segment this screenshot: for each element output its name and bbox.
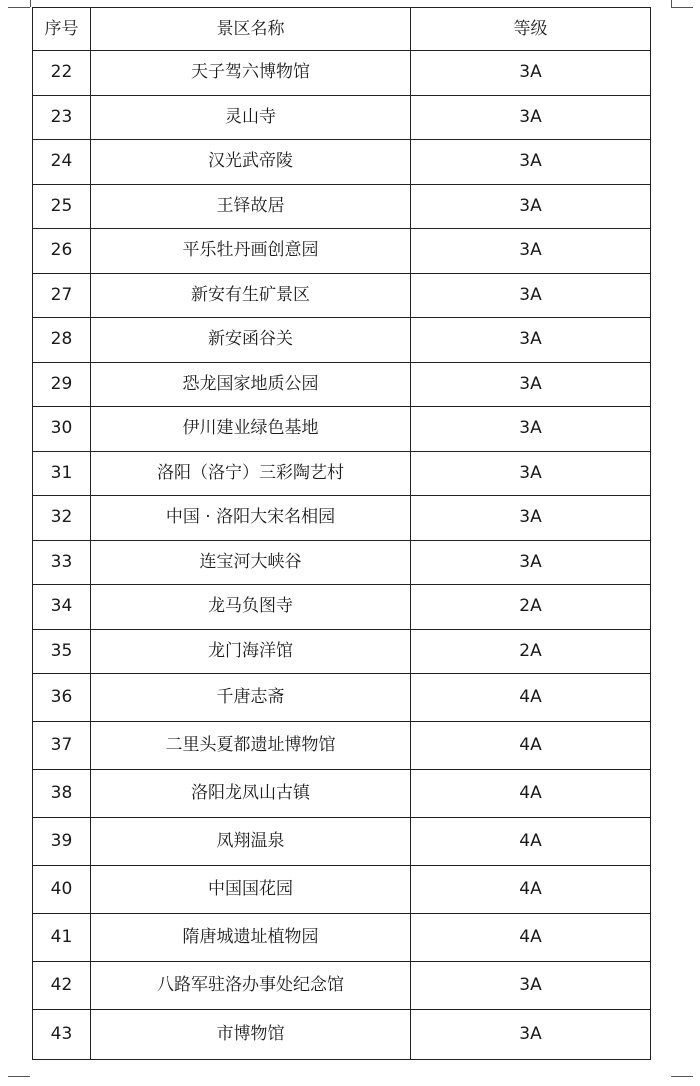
cell-name: 天子驾六博物馆 [91, 51, 411, 96]
cell-name: 洛阳（洛宁）三彩陶艺村 [91, 451, 411, 496]
cell-name: 连宝河大峡谷 [91, 540, 411, 585]
cell-name: 平乐牡丹画创意园 [91, 229, 411, 274]
cell-name: 王铎故居 [91, 184, 411, 229]
cell-index: 30 [33, 407, 91, 452]
cell-grade: 3A [411, 962, 651, 1010]
cell-grade: 4A [411, 674, 651, 722]
cell-index: 29 [33, 362, 91, 407]
cell-name: 凤翔温泉 [91, 818, 411, 866]
crop-mark-bottom-right [671, 1076, 693, 1077]
table-row [33, 229, 651, 274]
table-row [33, 866, 651, 914]
cell-grade: 3A [411, 1010, 651, 1060]
cell-grade: 3A [411, 51, 651, 96]
table-row [33, 140, 651, 185]
table-row [33, 1010, 651, 1060]
crop-mark-bottom-left [8, 1076, 30, 1077]
cell-grade: 3A [411, 362, 651, 407]
cell-name: 隋唐城遗址植物园 [91, 914, 411, 962]
table-row [33, 184, 651, 229]
table-row [33, 95, 651, 140]
crop-mark-top-right-v [671, 0, 672, 7]
cell-name: 灵山寺 [91, 95, 411, 140]
cell-index: 35 [33, 629, 91, 674]
cell-name: 恐龙国家地质公园 [91, 362, 411, 407]
table-row [33, 318, 651, 363]
table-row [33, 451, 651, 496]
cell-grade: 4A [411, 914, 651, 962]
cell-grade: 3A [411, 95, 651, 140]
cell-index: 33 [33, 540, 91, 585]
cell-index: 38 [33, 770, 91, 818]
crop-mark-top-left-h [8, 7, 30, 8]
cell-name: 新安有生矿景区 [91, 273, 411, 318]
table-row [33, 770, 651, 818]
table-row [33, 674, 651, 722]
cell-name: 中国 · 洛阳大宋名相园 [91, 496, 411, 541]
cell-grade: 3A [411, 540, 651, 585]
header-grade: 等级 [411, 8, 651, 51]
table-row [33, 362, 651, 407]
cell-grade: 3A [411, 273, 651, 318]
cell-index: 43 [33, 1010, 91, 1060]
cell-index: 31 [33, 451, 91, 496]
cell-index: 42 [33, 962, 91, 1010]
table-row [33, 407, 651, 452]
cell-grade: 2A [411, 629, 651, 674]
table-body [33, 51, 651, 1060]
cell-name: 千唐志斋 [91, 674, 411, 722]
cell-name: 龙马负图寺 [91, 585, 411, 630]
table-row [33, 496, 651, 541]
cell-index: 26 [33, 229, 91, 274]
cell-index: 39 [33, 818, 91, 866]
cell-name: 龙门海洋馆 [91, 629, 411, 674]
cell-index: 34 [33, 585, 91, 630]
cell-index: 23 [33, 95, 91, 140]
cell-grade: 3A [411, 318, 651, 363]
cell-name: 新安函谷关 [91, 318, 411, 363]
cell-index: 40 [33, 866, 91, 914]
table-row [33, 962, 651, 1010]
cell-grade: 3A [411, 140, 651, 185]
cell-index: 32 [33, 496, 91, 541]
table-row [33, 818, 651, 866]
cell-grade: 4A [411, 818, 651, 866]
table-header-row [33, 8, 651, 51]
cell-grade: 4A [411, 770, 651, 818]
cell-grade: 2A [411, 585, 651, 630]
scenic-spot-table [32, 7, 651, 1060]
cell-index: 24 [33, 140, 91, 185]
table-row [33, 722, 651, 770]
cell-grade: 4A [411, 866, 651, 914]
cell-grade: 4A [411, 722, 651, 770]
table-row [33, 273, 651, 318]
table-row [33, 629, 651, 674]
cell-index: 41 [33, 914, 91, 962]
cell-grade: 3A [411, 184, 651, 229]
cell-grade: 3A [411, 407, 651, 452]
cell-name: 八路军驻洛办事处纪念馆 [91, 962, 411, 1010]
table-row [33, 51, 651, 96]
cell-grade: 3A [411, 229, 651, 274]
cell-index: 22 [33, 51, 91, 96]
cell-index: 27 [33, 273, 91, 318]
cell-index: 37 [33, 722, 91, 770]
crop-mark-top-left-v [30, 0, 31, 7]
table-row [33, 914, 651, 962]
table-row [33, 585, 651, 630]
cell-index: 28 [33, 318, 91, 363]
cell-name: 洛阳龙凤山古镇 [91, 770, 411, 818]
cell-name: 汉光武帝陵 [91, 140, 411, 185]
cell-grade: 3A [411, 451, 651, 496]
cell-index: 36 [33, 674, 91, 722]
crop-mark-top-right-h [671, 7, 693, 8]
cell-index: 25 [33, 184, 91, 229]
cell-name: 伊川建业绿色基地 [91, 407, 411, 452]
header-index: 序号 [33, 8, 91, 51]
cell-grade: 3A [411, 496, 651, 541]
table-row [33, 540, 651, 585]
cell-name: 中国国花园 [91, 866, 411, 914]
cell-name: 二里头夏都遗址博物馆 [91, 722, 411, 770]
header-name: 景区名称 [91, 8, 411, 51]
cell-name: 市博物馆 [91, 1010, 411, 1060]
